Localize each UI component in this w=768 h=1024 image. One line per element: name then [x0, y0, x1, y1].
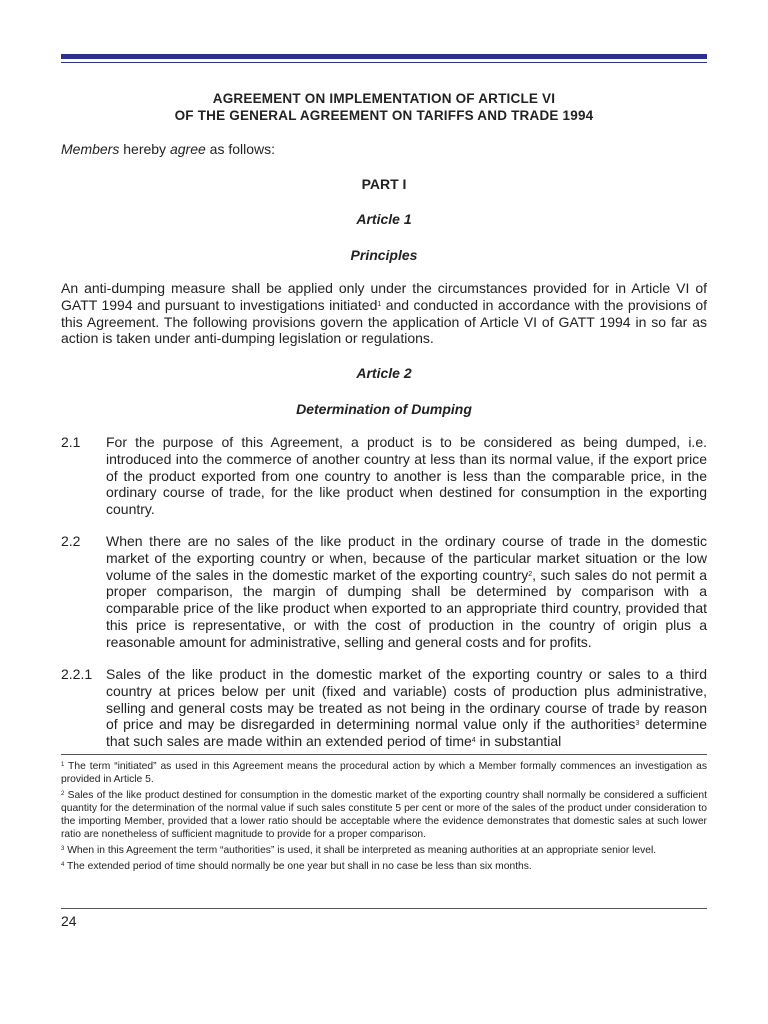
article-1-text-b: and conducted in accordance with the provisions of this Agreement. The following provisions govern the application of Article VI of GATT 1994 in so far as action is taken under anti-dumping legislation or regulations. [61, 296, 707, 347]
article-1-paragraph [61, 280, 707, 347]
intro-rest: as follows: [209, 141, 276, 157]
footnote-3-text: When in this Agreement the term “authorities” is used, it shall be interpreted as meaning authorities at an appropriate senior level. [64, 845, 657, 856]
paragraph-2-2-1-text-b: determine that such sales are made within an extended period of time [106, 716, 707, 750]
paragraph-2-2-1 [61, 666, 707, 750]
footnote-1 [61, 760, 707, 786]
footnote-4-text: The extended period of time should normally be one year but shall in no case be less than six months. [64, 861, 532, 872]
footnotes [61, 760, 707, 876]
header-rule [61, 54, 707, 63]
paragraph-2-2-1-text [106, 666, 707, 750]
title-line-1: AGREEMENT ON IMPLEMENTATION OF ARTICLE VI [212, 91, 556, 106]
footnote-2 [61, 789, 707, 841]
header-rule-thick [61, 54, 707, 59]
intro-hereby: hereby [123, 141, 167, 157]
paragraph-2-2-1-number: 2.2.1 [61, 666, 93, 682]
footnote-2-number: 2 [61, 791, 65, 797]
footnote-1-text: The term “initiated” as used in this Agreement means the procedural action by which a Member formally commences an investigation as provided in Article 5. [61, 761, 707, 785]
paragraph-2-2-1-text-c: in substantial [475, 733, 562, 750]
paragraph-2-2-text-a: When there are no sales of the like product in the ordinary course of trade in the domestic market of the exporting country or when, because of the particular market situation or the low volume of the sales in the domestic market of the exporting country [106, 533, 707, 583]
intro-line [61, 141, 275, 157]
footnote-4-number: 4 [61, 862, 65, 868]
footnote-1-number: 1 [61, 762, 65, 768]
intro-members: Members [61, 141, 120, 157]
header-rule-thin [61, 62, 707, 63]
paragraph-2-2-1-text-a: Sales of the like product in the domestic market of the exporting country or sales to a third country at prices below per unit (fixed and variable) costs of production plus administrative, selling and general costs may be treated as not being in the ordinary course of trade by reason of price and may be disregarded in determining normal value only if the authorities [106, 666, 707, 733]
footnote-ref-3: 3 [635, 720, 640, 728]
article-1-subheading: Principles [350, 247, 418, 263]
paragraph-2-1-text: For the purpose of this Agreement, a product is to be considered as being dumped, i.e. introduced into the commerce of another country at less than its normal value, if the export price of the product exported from one country to another is less than the comparable price, in the ordinary course of trade, for the like product when destined for consumption in the exporting country. [106, 434, 707, 518]
footnote-2-text: Sales of the like product destined for consumption in the domestic market of the exporting country shall normally be considered a sufficient quantity for the determination of the normal value if such sales constitute 5 per cent or more of the sales of the product under consideration to the importing Member, provided that a lower ratio should be acceptable where the evidence demonstrates that domestic sales at such lower ratio are nonetheless of sufficient magnitude to provide for a proper comparison. [61, 790, 707, 840]
footnote-4 [61, 860, 707, 873]
paragraph-2-2 [61, 533, 707, 651]
page-bottom-divider [61, 908, 707, 909]
footnote-ref-2: 2 [528, 570, 533, 578]
document-title [61, 90, 707, 124]
article-2-subheading: Determination of Dumping [296, 401, 472, 417]
article-2-heading: Article 2 [356, 365, 412, 381]
footnote-3 [61, 844, 707, 857]
intro-agree: agree [169, 141, 206, 157]
footnote-ref-4: 4 [471, 737, 476, 745]
article-1-heading: Article 1 [356, 211, 412, 227]
part-heading: PART I [361, 176, 407, 192]
page-number: 24 [61, 913, 77, 929]
article-1-text-a: An anti-dumping measure shall be applied only under the circumstances provided for in Article VI of GATT 1994 and pursuant to investigations initiated [61, 280, 707, 313]
footnote-divider [61, 754, 707, 755]
paragraph-2-1 [61, 434, 707, 518]
paragraph-2-2-number: 2.2 [61, 533, 81, 549]
footnote-3-number: 3 [61, 846, 65, 852]
footnote-ref-1: 1 [377, 300, 382, 308]
title-line-2: OF THE GENERAL AGREEMENT ON TARIFFS AND TRADE 1994 [174, 108, 594, 123]
paragraph-2-2-text [106, 533, 707, 651]
paragraph-2-1-number: 2.1 [61, 434, 81, 450]
paragraph-2-2-text-b: , such sales do not permit a proper comparison, the margin of dumping shall be determined by comparison with a comparable price of the like product when exported to an appropriate third country, provided that this price is representative, or with the cost of production in the country of origin plus a reasonable amount for administrative, selling and general costs and for profits. [106, 566, 708, 650]
